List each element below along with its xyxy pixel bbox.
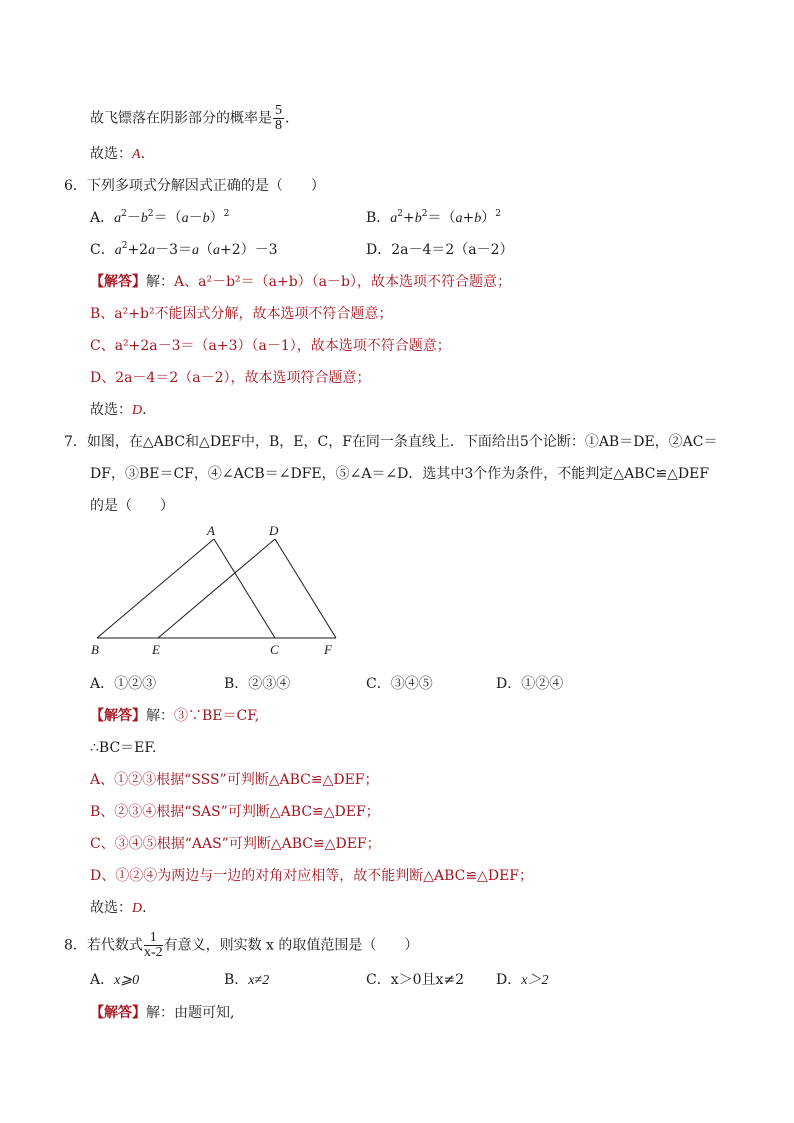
- q7-stem-line3: 的是（ ）: [90, 498, 174, 514]
- vertex-f-label: F: [324, 642, 332, 657]
- q7-option-d: D．①②④: [496, 676, 564, 692]
- q6-option-d: D．2a－4＝2（a－2）: [366, 242, 514, 258]
- q7-answer-a: A、①②③根据“SSS”可判断△ABC≌△DEF；: [90, 772, 379, 788]
- line-ac: [214, 539, 275, 638]
- q8-answer: 【解答】解：由题可知,: [90, 1005, 235, 1021]
- q7-stem-line1: 7．如图，在△ABC和△DEF中，B，E，C，F在同一条直线上．下面给出5个论断：①AB＝DE，②AC＝: [64, 434, 718, 450]
- q7-option-c: C．③④⑤: [366, 676, 433, 692]
- q6-answer-a: 【解答】解：A、a²－b²＝（a+b）（a－b），故本选项不符合题意；: [90, 274, 511, 290]
- q8-fraction: $\frac{1}{x-2}$: [143, 930, 163, 960]
- q8-option-d: D．x＞2: [496, 972, 549, 988]
- q8-stem: 8．若代数式 $\frac{1}{x-2}$ 有意义，则实数 x 的取值范围是（ ）: [64, 930, 419, 960]
- q6-answer-b: B、a²+b²不能因式分解，故本选项不符合题意；: [90, 306, 393, 322]
- q8-option-c: C．x＞0且x≠2: [366, 972, 465, 988]
- q6-stem: 6．下列多项式分解因式正确的是（ ）: [64, 178, 325, 194]
- q7-stem-line2: DF，③BE＝CF，④∠ACB＝∠DFE，⑤∠A＝∠D．选其中3个作为条件，不能判定△ABC≌△DEF: [90, 466, 710, 482]
- q6-selection: 故选：D.: [90, 402, 147, 418]
- q7-answer-l2: ∴BC＝EF.: [90, 740, 157, 756]
- probability-fraction: $\frac{5}{8}$: [275, 103, 282, 133]
- q8-option-b: B．x≠2: [224, 972, 270, 988]
- q6-option-a: A．$a^2-b^2=(a-b)^2$: [90, 209, 230, 226]
- q7-answer-d: D、①②④为两边与一边的对角对应相等，故不能判断△ABC≌△DEF；: [90, 868, 534, 884]
- vertex-a-label: A: [207, 523, 215, 538]
- q6-option-c: C．$a^2+2a-3=a(a+2)-3$: [90, 241, 278, 258]
- prev-selection: 故选：A.: [90, 146, 146, 162]
- probability-conclusion: 故飞镖落在阴影部分的概率是 $\frac{5}{8}$ .: [90, 103, 290, 133]
- line-df: [275, 539, 336, 638]
- q7-selection: 故选：D.: [90, 900, 147, 916]
- q8-option-a: A．x⩾0: [90, 972, 140, 988]
- q7-answer-c: C、③④⑤根据“AAS”可判断△ABC≌△DEF；: [90, 836, 381, 852]
- q7-option-b: B．②③④: [224, 676, 291, 692]
- line-ab: [97, 539, 214, 638]
- q7-option-a: A．①②③: [90, 676, 157, 692]
- q7-answer-l1: 【解答】解：③∵BE＝CF,: [90, 708, 260, 724]
- vertex-e-label: E: [152, 642, 160, 657]
- q6-answer-c: C、a²+2a－3＝（a+3）（a－1），故本选项不符合题意；: [90, 338, 451, 354]
- triangle-figure: [84, 522, 354, 662]
- vertex-c-label: C: [270, 642, 279, 657]
- line-de: [158, 539, 275, 638]
- q6-answer-d: D、2a－4＝2（a－2），故本选项符合题意；: [90, 370, 371, 386]
- vertex-b-label: B: [91, 642, 99, 657]
- q6-option-b: B．$a^2+b^2=(a+b)^2$: [366, 209, 501, 226]
- q7-answer-b: B、②③④根据“SAS”可判断△ABC≌△DEF；: [90, 804, 380, 820]
- vertex-d-label: D: [269, 523, 279, 538]
